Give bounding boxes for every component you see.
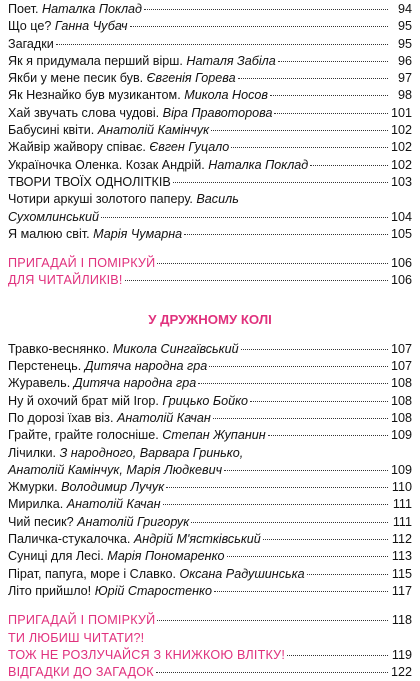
entry-author: Грицько Бойко [162, 393, 249, 408]
entry-author: Сухомлинський [8, 209, 99, 224]
toc-entry [8, 36, 412, 53]
dot-leader [163, 504, 388, 505]
dot-leader [198, 383, 388, 384]
entry-title-text [8, 122, 209, 139]
entry-title-text [8, 445, 243, 462]
entry-title: Поет. [8, 2, 39, 16]
toc-entry [8, 393, 412, 410]
dot-leader [213, 418, 388, 419]
toc-entry-multiline-start [8, 191, 412, 208]
toc-entry-multiline-end [8, 462, 412, 479]
entry-title-text [8, 139, 229, 156]
entry-heading: ДЛЯ ЧИТАЙЛИКІВ! [8, 273, 123, 288]
page-number: 113 [391, 549, 412, 564]
entry-author: Віра Правоторова [162, 105, 273, 120]
page-number: 109 [390, 462, 412, 477]
dot-leader [250, 401, 388, 402]
entry-author: Анатолій Качан [116, 410, 211, 425]
dot-leader [209, 366, 388, 367]
dot-leader [214, 591, 388, 592]
page-number: 122 [390, 665, 412, 680]
entry-title: Журавель. [8, 376, 71, 391]
entry-title: Паличка-стукалочка. [8, 532, 131, 547]
dot-leader [241, 349, 388, 350]
dot-leader [125, 280, 388, 281]
dot-leader [278, 61, 388, 62]
entry-title: Як Незнайко був музикантом. [8, 88, 181, 103]
entry-heading: ТИ ЛЮБИШ ЧИТАТИ?! [8, 630, 145, 645]
toc-entry [8, 410, 412, 427]
dot-leader [191, 522, 388, 523]
toc-entry [8, 566, 412, 583]
entry-author: Анатолій Камінчук, Марія Людкевич [8, 462, 223, 477]
page-number: 98 [397, 88, 412, 103]
entry-title: Ну й охочий брат мій Ігор. [8, 393, 159, 408]
entry-title-text [8, 531, 261, 548]
toc-entry [8, 427, 412, 444]
entry-title-text [8, 583, 212, 600]
dot-leader [184, 234, 388, 235]
dot-leader [274, 113, 388, 114]
entry-heading: ПРИГАДАЙ І ПОМІРКУЙ [8, 613, 156, 628]
page-number: 111 [392, 514, 412, 529]
page-number: 108 [390, 393, 412, 408]
toc-pink-block-1 [8, 255, 412, 290]
entry-title: Жмурки. [8, 480, 58, 495]
page-number: 95 [397, 19, 412, 34]
entry-heading: ПРИГАДАЙ І ПОМІРКУЙ [8, 256, 156, 271]
dot-leader [157, 263, 388, 264]
entry-title: Загадки [8, 36, 54, 51]
page-number: 105 [390, 226, 412, 241]
toc-entry [8, 358, 412, 375]
entry-title-text [8, 410, 211, 427]
dot-leader [130, 26, 388, 27]
dot-leader [144, 9, 388, 10]
page-number: 117 [391, 583, 412, 598]
entry-author: Дитяча народна гра [73, 376, 197, 391]
entry-title-text [8, 427, 266, 444]
entry-author: Марія Чумарна [93, 226, 183, 241]
dot-leader [224, 470, 388, 471]
toc-entry [8, 157, 412, 174]
dot-leader [227, 556, 388, 557]
page-number: 119 [391, 647, 412, 662]
toc-entry [8, 548, 412, 565]
entry-author: Ганна Чубач [54, 19, 128, 34]
entry-title-text [8, 87, 268, 104]
entry-author: Анатолій Качан [66, 497, 161, 512]
dot-leader [173, 182, 388, 183]
toc-entry [8, 70, 412, 87]
entry-author: Володимир Лучук [61, 480, 165, 495]
toc-pink-multiline-start [8, 630, 412, 647]
entry-title: Чотири аркуші золотого паперу. [8, 192, 193, 207]
entry-title: Травко-веснянко. [8, 341, 110, 356]
toc-entry-multiline-start [8, 445, 412, 462]
dot-leader [156, 672, 388, 673]
entry-title-text [8, 375, 196, 392]
dot-leader [307, 574, 388, 575]
toc-entry [8, 174, 412, 191]
entry-title: Мирилка. [8, 497, 64, 512]
toc-pink-block-2 [8, 612, 412, 629]
toc-entry [8, 531, 412, 548]
entry-title-text [8, 341, 239, 358]
entry-title: Літо прийшло! [8, 583, 92, 598]
toc-entry [8, 1, 412, 18]
dot-leader [231, 147, 388, 148]
entry-title: Як я придумала перший вірш. [8, 53, 183, 68]
entry-title: Жайвір жайвору співає. [8, 140, 146, 155]
entry-author: Дитяча народна гра [84, 359, 208, 374]
entry-author: Наталка Поклад [42, 2, 143, 16]
entry-title-text [8, 548, 225, 565]
entry-title: Грайте, грайте голосніше. [8, 428, 159, 443]
entry-title-text [8, 358, 207, 375]
page-number: 109 [390, 428, 412, 443]
page-number: 97 [397, 71, 412, 86]
toc-pink-entry [8, 664, 412, 681]
toc-entry [8, 583, 412, 600]
entry-title-text [8, 393, 248, 410]
toc-entry [8, 514, 412, 531]
entry-title: Лічилки. [8, 445, 57, 460]
dot-leader [166, 487, 388, 488]
entry-author: Євгенія Горева [146, 71, 236, 86]
entry-title: Якби у мене песик був. [8, 71, 144, 86]
entry-title: Хай звучать слова чудові. [8, 105, 160, 120]
entry-title: По дорозі їхав віз. [8, 410, 114, 425]
entry-author: Анатолій Камінчук [97, 123, 210, 138]
toc-pink-entry [8, 272, 412, 289]
entry-author: Микола Сингаївський [112, 341, 239, 356]
entry-title: Пірат, папуга, море і Славко. [8, 566, 176, 581]
page-number: 95 [397, 36, 412, 51]
page-number: 96 [397, 53, 412, 68]
entry-title-text [8, 1, 142, 18]
entry-title-text [8, 479, 164, 496]
entry-title-text [8, 105, 272, 122]
entry-title-text [8, 566, 305, 583]
page-number: 101 [390, 105, 412, 120]
entry-title-text [8, 53, 276, 70]
page-number: 110 [391, 480, 412, 495]
entry-heading: ТОЖ НЕ РОЗЛУЧАЙСЯ З КНИЖКОЮ ВЛІТКУ! [8, 647, 286, 662]
entry-author: З народного, Варвара Гринько, [59, 445, 244, 460]
page-number: 106 [390, 273, 412, 288]
entry-author: Анатолій Григорук [77, 514, 190, 529]
section-title: У ДРУЖНОМУ КОЛІ [148, 311, 272, 327]
entry-title: Бабусині квіти. [8, 123, 95, 138]
entry-title-text [8, 18, 128, 35]
entry-title-text [8, 157, 308, 174]
toc-entry [8, 341, 412, 358]
page-number: 107 [390, 359, 412, 374]
entry-title-text [8, 496, 161, 513]
page-number: 102 [390, 157, 412, 172]
entry-title-text [8, 514, 189, 531]
page-number: 102 [390, 140, 412, 155]
toc-block-2b [8, 479, 412, 600]
entry-title-text [8, 191, 239, 208]
dot-leader [211, 130, 388, 131]
toc-pink-entry [8, 255, 412, 272]
entry-title-text [8, 70, 236, 87]
dot-leader [157, 620, 388, 621]
toc-block-1 [8, 1, 412, 191]
entry-heading: ВІДГАДКИ ДО ЗАГАДОК [8, 665, 154, 680]
entry-author: Степан Жупанин [162, 428, 266, 443]
page-number: 107 [390, 341, 412, 356]
entry-author: Юрій Старостенко [94, 583, 212, 598]
dot-leader [56, 44, 388, 45]
toc-entry [8, 122, 412, 139]
dot-leader [238, 78, 388, 79]
dot-leader [263, 539, 388, 540]
page-number: 118 [391, 613, 412, 628]
entry-author: Андрій М'ястківський [133, 532, 261, 547]
toc-block-2a [8, 341, 412, 445]
toc-pink-block-3 [8, 664, 412, 681]
entry-title: Що це? [8, 19, 52, 34]
page-number: 115 [391, 566, 412, 581]
entry-title-text [8, 226, 182, 243]
toc-pink-multiline-end [8, 647, 412, 664]
toc-entry [8, 105, 412, 122]
entry-author: Наталя Забіла [186, 53, 276, 68]
toc-entry [8, 18, 412, 35]
dot-leader [268, 435, 388, 436]
dot-leader [101, 217, 388, 218]
entry-title: Суниці для Лесі. [8, 549, 104, 564]
entry-author: Марія Пономаренко [107, 549, 225, 564]
entry-title: Я малюю світ. [8, 226, 90, 241]
page-number: 106 [390, 256, 412, 271]
toc-entry [8, 226, 412, 243]
page-number: 94 [397, 2, 412, 16]
toc-pink-entry [8, 612, 412, 629]
page-number: 112 [391, 532, 412, 547]
entry-title-text [8, 36, 54, 53]
entry-author: Оксана Радушинська [179, 566, 305, 581]
entry-title: Перстенець. [8, 359, 82, 374]
entry-title: Чий песик? [8, 514, 74, 529]
dot-leader [270, 95, 388, 96]
entry-title: Україночка Оленка. Козак Андрій. [8, 157, 205, 172]
page-number: 111 [392, 497, 412, 512]
toc-entry [8, 53, 412, 70]
entry-title-text [8, 174, 171, 191]
page-number: 103 [390, 174, 412, 189]
entry-author: Василь [196, 192, 239, 207]
toc-entry-multiline-end [8, 209, 412, 226]
page-number: 108 [390, 410, 412, 425]
toc-entry [8, 479, 412, 496]
dot-leader [310, 165, 388, 166]
page-number: 102 [390, 123, 412, 138]
entry-author: Євген Гуцало [149, 140, 230, 155]
page-number: 104 [390, 209, 412, 224]
page-number: 108 [390, 376, 412, 391]
entry-author: Наталка Поклад [208, 157, 309, 172]
toc-entry [8, 496, 412, 513]
entry-author: Микола Носов [184, 88, 268, 103]
toc-entry [8, 375, 412, 392]
dot-leader [287, 655, 388, 656]
entry-title: ТВОРИ ТВОЇХ ОДНОЛІТКІВ [8, 174, 171, 189]
toc-entry [8, 139, 412, 156]
toc-entry [8, 87, 412, 104]
